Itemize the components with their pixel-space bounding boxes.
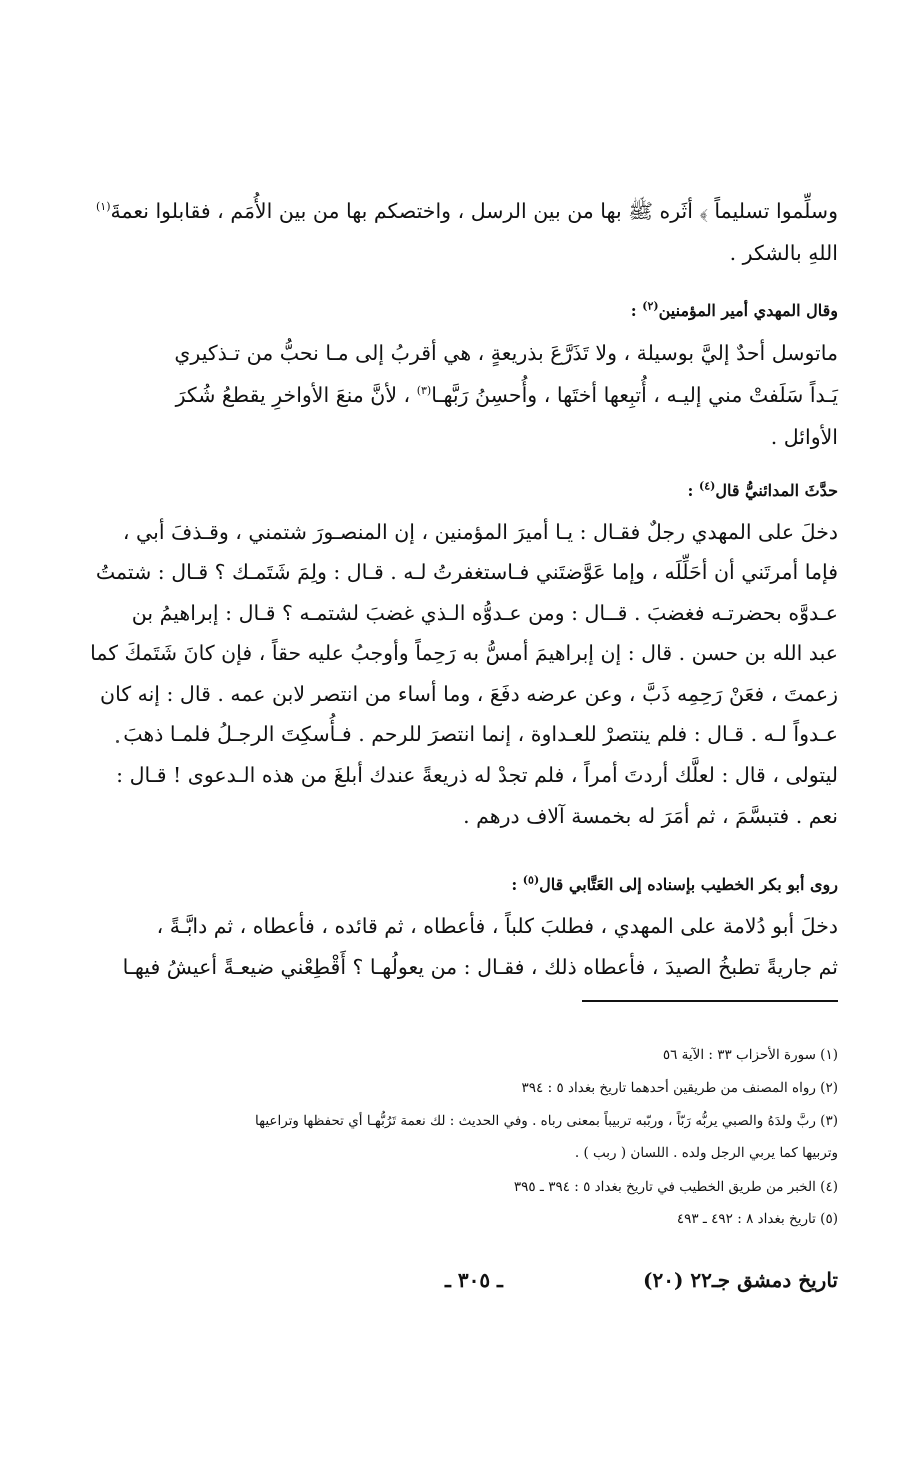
footnote-2: (٢) رواه المصنف من طريقين أحدهما تاريخ بغداد ٥ : ٣٩٤: [521, 1080, 838, 1096]
paragraph-3-line-3: عـدوَّه بحضرتـه فغضبَ . قــال : ومن عـدوُّه الـذي غضبَ لشتمـه ؟ قـال : إبراهيمُ بن: [131, 601, 838, 625]
paragraph-3-line-2: فإما أمرتَني أن أحَلِّلَه ، وإما عَوَّضتَني فـاستغفرتُ لـه . قـال : ولِمَ شَتَمـك ؟ قـال : شتمتُ: [95, 560, 838, 584]
paragraph-3-line-7: ليتولى ، قال : لعلَّك أردتَ أمراً ، فلم تجدْ له ذريعةً عندك أبلغَ من هذه الـدعوى ! قـال :: [116, 763, 838, 787]
paragraph-4-line-1: دخلَ أبو دُلامة على المهدي ، فطلبَ كلباً ، فأعطاه ، ثم قائده ، فأعطاه ، ثم دابَّـةً ،: [156, 914, 838, 938]
paragraph-4-line-2: ثم جاريةً تطبخُ الصيدَ ، فأعطاه ذلك ، فقـال : من يعولُهـا ؟ أَقْطِعْني ضيعـةً أعيشُ فيهـا: [122, 955, 838, 979]
paragraph-2-line-2: [138, 380, 838, 410]
footnote-1: (١) سورة الأحزاب ٣٣ : الآية ٥٦: [662, 1047, 838, 1063]
paragraph-3-line-1: دخلَ على المهدي رجلٌ فقـال : يـا أميرَ المؤمنين ، إن المنصـورَ شتمني ، وقـذفَ أبي ،: [122, 520, 838, 544]
heading-colon: :: [630, 301, 637, 320]
paragraph-2-line-1: ماتوسل أحدٌ إليَّ بوسيلة ، ولا تَذَرَّعَ بذريعةٍ ، هي أقربُ إلى مـا نحبُّ من تـذكيري: [174, 341, 838, 365]
paragraph-3-line-5: زعمتَ ، فعَنْ رَحِمِه ذَبَّ ، وعن عرضه دفَعَ ، وما أساء من انتصر لابن عمه . قال : إنه كان: [100, 682, 838, 706]
heading-colon: :: [511, 875, 518, 894]
heading-text: روى أبو بكر الخطيب بإسناده إلى العَتَّابي قال: [539, 875, 838, 894]
text-segment: يَـداً سَلَفتْ مني إليـه ، أُتبِعها أختَها ، وأُحسِنُ رَبَّهـا: [431, 383, 838, 407]
paragraph-2-line-3: الأوائل .: [770, 425, 838, 449]
section-heading-3: [138, 872, 838, 898]
footnote-ref-2: (٢): [642, 299, 659, 313]
paragraph-3-line-6: عـدواً لـه . قـال : فلم ينتصرْ للعـداوة ، إنما انتصرَ للرحم . فـأُسكِتَ الرجـلُ فلمـا ذهبَ: [123, 722, 838, 746]
text-segment: وسلِّموا تسليماً ﴾ أثَره ﷺ بها من بين الرسل ، واختصكم بها من بين الأُمَم ، فقابلوا نعمةَ: [110, 199, 838, 223]
footnote-separator: [582, 1000, 838, 1002]
footnote-ref-4: (٤): [698, 479, 716, 493]
paragraph-1-line-1: [96, 196, 838, 226]
section-heading-2: [138, 478, 838, 504]
heading-text: حدَّثَ المدائنيُّ قال: [715, 481, 838, 500]
section-heading-1: [138, 298, 838, 324]
paragraph-1-line-2: اللهِ بالشكر .: [729, 241, 838, 265]
footnote-ref-5: (٥): [522, 873, 540, 887]
footnote-5: (٥) تاريخ بغداد ٨ : ٤٩٢ ـ ٤٩٣: [676, 1211, 838, 1227]
text-segment: ، لأنَّ منعَ الأواخرِ يقطعُ شُكرَ: [175, 383, 411, 407]
footnote-ref-3: (٣): [416, 384, 432, 398]
footnote-4: (٤) الخبر من طريق الخطيب في تاريخ بغداد ٥ : ٣٩٤ ـ ٣٩٥: [513, 1179, 838, 1195]
paragraph-3-line-4: عبد الله بن حسن . قال : إن إبراهيمَ أمسُّ به رَحِماً وأوجبُ عليه حقاً ، فإن كانَ شَتَمكَ كما: [90, 641, 838, 665]
footnote-3-line-2: وتربيها كما يربي الرجل ولده . اللسان ( ربب ) .: [574, 1145, 838, 1161]
paragraph-3-line-8: نعم . فتبسَّمَ ، ثم أمَرَ له بخمسة آلاف درهم .: [463, 804, 838, 828]
margin-dot: [116, 740, 119, 743]
footnote-3-line-1: (٣) ربَّ ولدَهُ والصبي يربُّه رَبّاً ، وربّبه تربيباً بمعنى رباه . وفي الحديث : لك نعمة تَرُبُّهـا أي تحفظها وتراعيها: [255, 1113, 838, 1129]
footnote-ref-1: (١): [96, 200, 111, 214]
heading-colon: :: [687, 481, 694, 500]
running-footer-title: تاريخ دمشق جـ٢٢ (٢٠): [643, 1268, 838, 1292]
heading-text: وقال المهدي أمير المؤمنين: [658, 301, 838, 320]
page-number: ـ ٣٠٥ ـ: [445, 1268, 503, 1292]
